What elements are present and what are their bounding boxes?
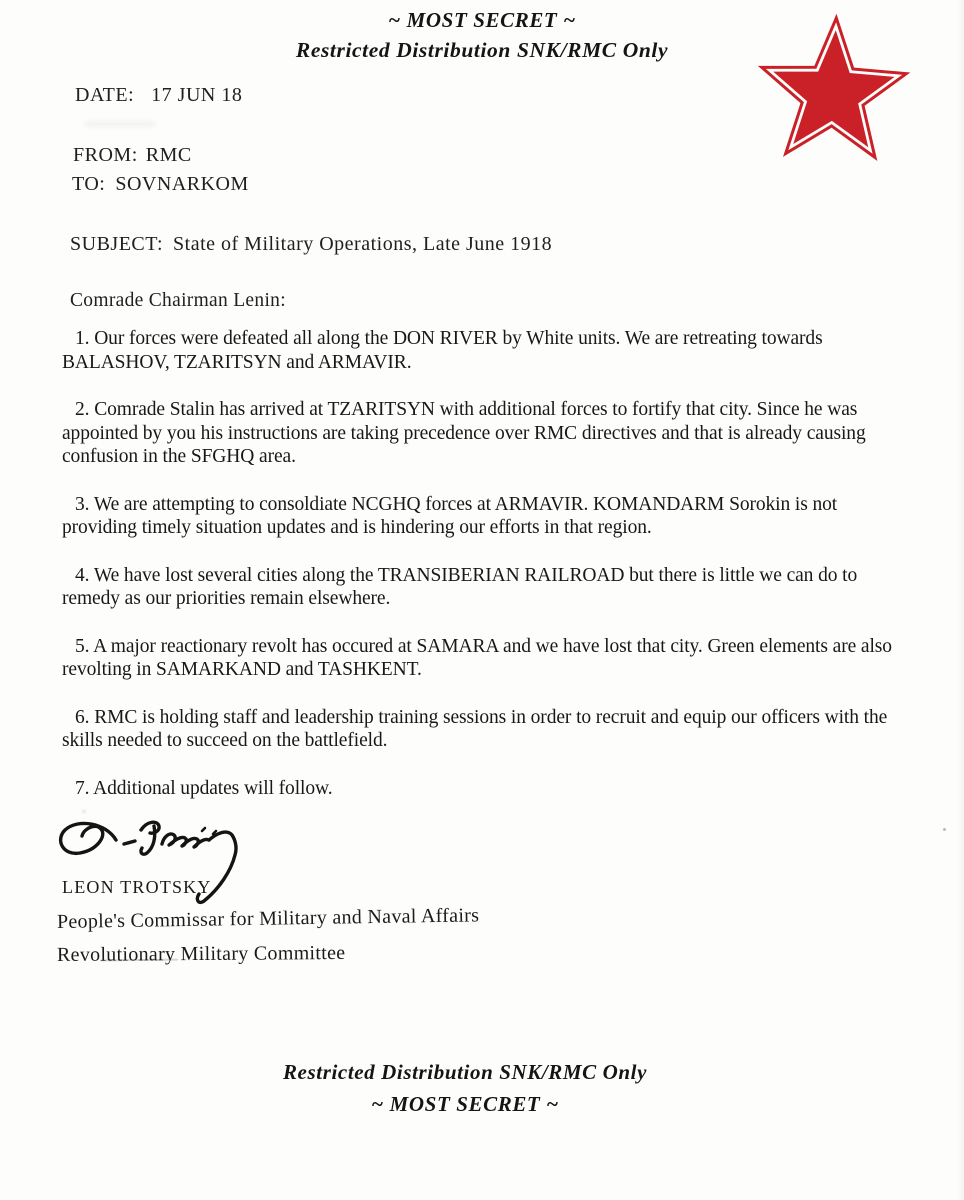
subject-value: State of Military Operations, Late June 1918 [173, 233, 553, 255]
date-label: DATE: [75, 84, 135, 106]
signer-name: LEON TROTSKY [62, 877, 212, 897]
paragraph-3: 3. We are attempting to consoldiate NCGHQ forces at ARMAVIR. KOMANDARM Sorokin is not providing timely situation updates and is hindering our efforts in that region. [62, 493, 838, 538]
to-label: TO: [72, 173, 106, 195]
paragraph-2: 2. Comrade Stalin has arrived at TZARITSYN with additional forces to fortify that city. Since he was appointed by you his instructions are taking precedence over RMC directives and that is already causing confusion in the SFGHQ area. [62, 399, 866, 467]
paragraph-7: 7. Additional updates will follow. [75, 777, 333, 799]
from-value: RMC [145, 144, 192, 166]
paragraph-5: 5. A major reactionary revolt has occured at SAMARA and we have lost that city. Green elements are also revolting in SAMARKAND and TASHKENT. [62, 635, 892, 680]
to-row [72, 173, 249, 196]
signer-organization: Revolutionary Military Committee [56, 941, 346, 966]
subject-row [70, 233, 552, 256]
letter-body [62, 327, 902, 824]
classification-banner-bottom: ~ MOST SECRET ~ [371, 1092, 559, 1116]
distribution-banner-bottom: Restricted Distribution SNK/RMC Only [282, 1060, 648, 1084]
from-label: FROM: [73, 144, 138, 166]
salutation: Comrade Chairman Lenin: [70, 290, 286, 311]
from-row [73, 144, 192, 167]
paragraph-1: 1. Our forces were defeated all along the DON RIVER by White units. We are retreating towards BALASHOV, TZARITSYN and ARMAVIR. [62, 328, 823, 373]
to-value: SOVNARKOM [115, 173, 249, 195]
paragraph-6: 6. RMC is holding staff and leadership training sessions in order to recruit and equip our officers with the skills needed to succeed on the battlefield. [62, 706, 888, 751]
date-value: 17 JUN 18 [151, 84, 243, 106]
distribution-banner-top: Restricted Distribution SNK/RMC Only [295, 38, 669, 62]
classification-banner-top: ~ MOST SECRET ~ [388, 8, 576, 32]
subject-label: SUBJECT: [70, 233, 164, 255]
scan-artifact-smudge [84, 121, 156, 127]
paragraph-4: 4. We have lost several cities along the TRANSIBERIAN RAILROAD but there is little we can do to remedy as our priorities remain elsewhere. [62, 564, 858, 609]
date-row [75, 84, 242, 107]
signer-title: People's Commissar for Military and Naval Affairs [56, 904, 480, 933]
scan-speck [943, 828, 946, 831]
red-star-icon [753, 10, 913, 172]
